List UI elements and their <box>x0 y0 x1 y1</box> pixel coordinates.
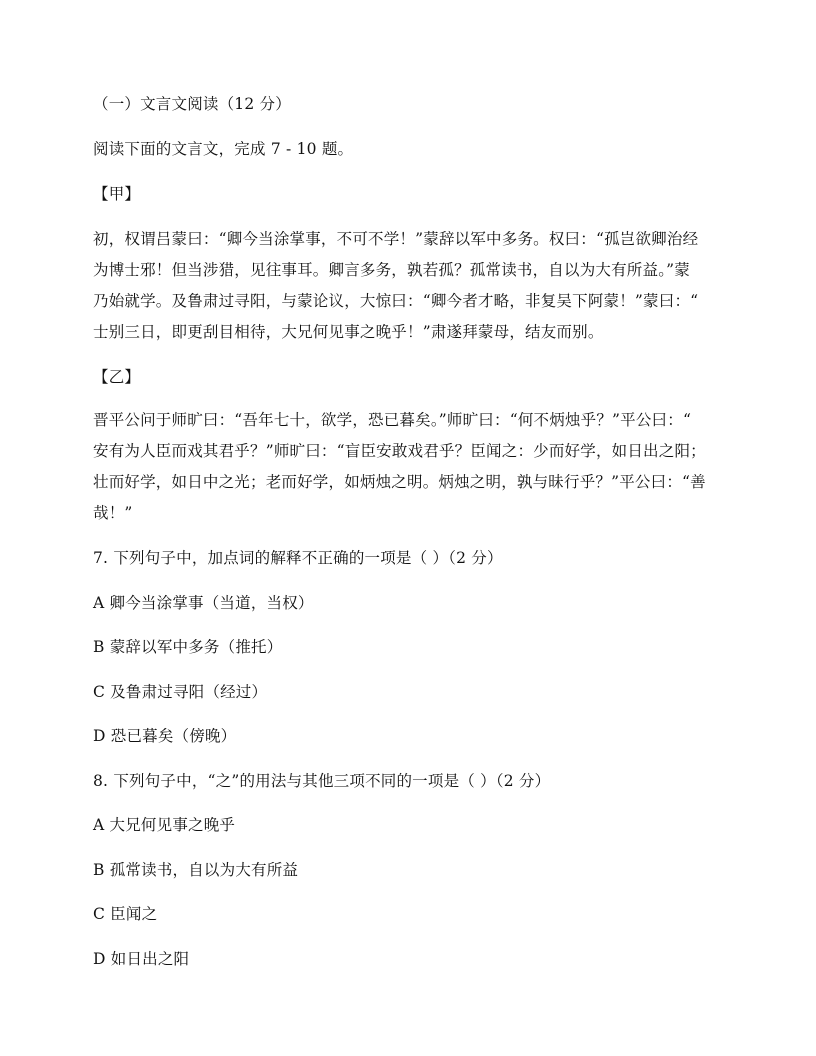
passage-a-line: 士别三日，即更刮目相待，大兄何见事之晚乎！”肃遂拜蒙母，结友而别。 <box>93 323 604 341</box>
passage-b-line: 晋平公问于师旷曰：“吾年七十，欲学，恐已暮矣。”师旷曰：“何不炳烛乎？”平公曰：“ <box>93 411 692 429</box>
passage-b-label: 【乙】 <box>93 368 141 386</box>
instruction-text: 阅读下面的文言文，完成 7 - 10 题。 <box>93 140 354 158</box>
passage-b-line: 安有为人臣而戏其君乎？”师旷曰：“盲臣安敢戏君乎？臣闻之：少而好学，如日出之阳； <box>93 442 706 460</box>
passage-a-label: 【甲】 <box>93 185 141 203</box>
passage-b-line: 壮而好学，如日中之光；老而好学，如炳烛之明。炳烛之明，孰与昧行乎？”平公曰：“善 <box>93 473 706 491</box>
question-8-option-d: D 如日出之阳 <box>93 950 190 968</box>
question-7-option-b: B 蒙辞以军中多务（推托） <box>93 638 283 656</box>
question-8-stem: 8. 下列句子中，“之”的用法与其他三项不同的一项是（ ）（2 分） <box>93 772 551 790</box>
question-7-option-d: D 恐已暮矣（傍晚） <box>93 727 237 745</box>
question-7-option-c: C 及鲁肃过寻阳（经过） <box>93 683 268 701</box>
section-title: （一）文言文阅读（12 分） <box>93 95 291 113</box>
passage-a-line: 为博士邪！但当涉猎，见往事耳。卿言多务，孰若孤？孤常读书，自以为大有所益。”蒙 <box>93 261 690 279</box>
question-8-option-c: C 臣闻之 <box>93 905 158 923</box>
passage-a-line: 乃始就学。及鲁肃过寻阳，与蒙论议，大惊曰：“卿今者才略，非复吴下阿蒙！”蒙曰：“ <box>93 292 699 310</box>
question-7-option-a: A 卿今当涂掌事（当道，当权） <box>93 594 314 612</box>
passage-b-line: 哉！” <box>93 504 133 522</box>
passage-a-line: 初，权谓吕蒙曰：“卿今当涂掌事，不可不学！”蒙辞以军中多务。权曰：“孤岂欲卿治经 <box>93 230 699 248</box>
question-8-option-b: B 孤常读书，自以为大有所益 <box>93 861 299 879</box>
question-8-option-a: A 大兄何见事之晚乎 <box>93 816 236 834</box>
question-7-stem: 7. 下列句子中，加点词的解释不正确的一项是（ ）（2 分） <box>93 549 503 567</box>
